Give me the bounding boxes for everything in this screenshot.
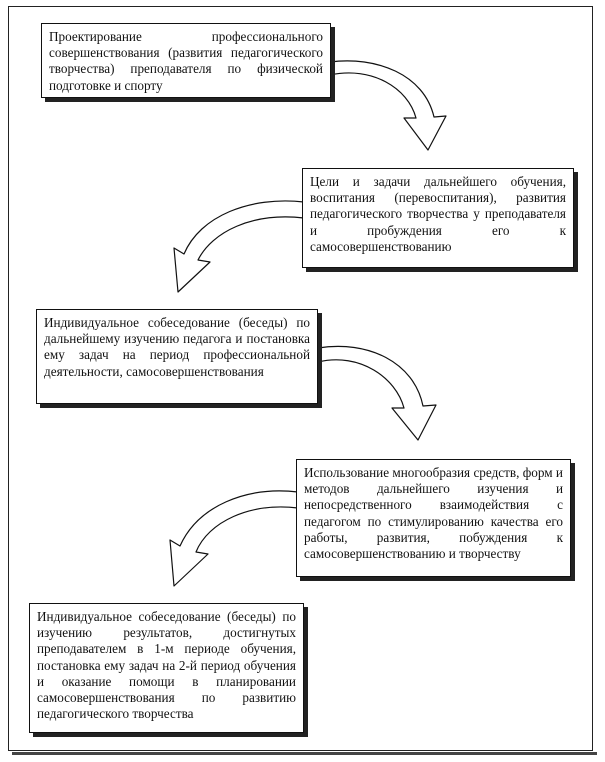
arrow-1-to-2	[330, 61, 446, 150]
step-box-2	[302, 168, 574, 268]
step-box-4-text: Использование многообразия средств, форм и методов дальнейшего изучения и непосредственного взаимодействия с педагогом по стимулированию качества его работы, развития, побуждения к самосовершенствованию и творчеству	[304, 465, 563, 562]
arrow-4-to-5	[170, 491, 298, 586]
step-box-1-text: Проектирование профессионального совершенствования (развития педагогического творчества) преподавателя по физической подготовке и спорту	[49, 29, 323, 93]
step-box-2-text: Цели и задачи дальнейшего обучения, воспитания (перевоспитания), развития педагогического творчества у преподавателя и пробуждения его к самосовершенствованию	[310, 174, 566, 254]
step-box-5-text: Индивидуальное собеседование (беседы) по изучению результатов, достигнутых преподавателем в 1-м периоде обучения, постановка ему задач на 2-й период обучения и оказание помощи в планировании самосовершенствования по развитию педагогического творчества	[37, 609, 296, 722]
arrow-2-to-3	[174, 201, 304, 292]
step-box-3-text: Индивидуальное собеседование (беседы) по дальнейшему изучению педагога и постановка ему задач на период профессиональной деятельности, самосовершенствования	[44, 315, 310, 379]
arrow-3-to-4	[318, 346, 436, 440]
step-box-1	[41, 23, 331, 98]
step-box-4	[296, 459, 571, 577]
step-box-5	[29, 603, 304, 733]
step-box-3	[36, 309, 318, 404]
